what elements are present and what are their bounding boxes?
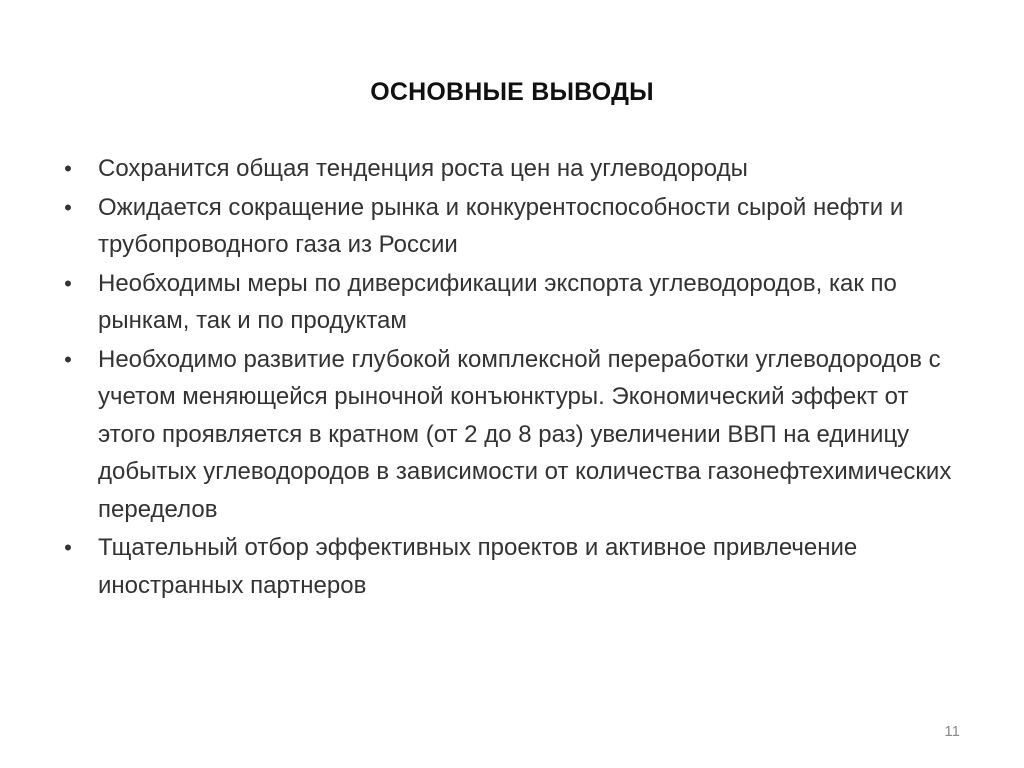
- bullet-marker: •: [64, 346, 72, 372]
- page-number: 11: [944, 723, 960, 740]
- bullet-marker: •: [64, 156, 72, 181]
- bullet-list: [58, 150, 968, 605]
- bullet-text: Ожидается сокращение рынка и конкурентоспособности сырой нефти и трубопроводного газа из России: [98, 193, 904, 258]
- bullet-text: Необходимы меры по диверсификации экспорта углеводородов, как по рынкам, так и по продуктам: [98, 269, 897, 334]
- bullet-marker: •: [64, 270, 72, 296]
- bullet-item: [58, 529, 968, 604]
- bullet-marker: •: [64, 194, 72, 220]
- bullet-item: [58, 265, 968, 340]
- bullet-marker: •: [64, 535, 72, 560]
- bullet-text: Необходимо развитие глубокой комплексной переработки углеводородов с учетом меняющейся рыночной конъюнктуры. Экономический эффект от этого проявляется в кратном (от 2 до 8 раз) увеличении ВВП на единицу добытых углеводородов в зависимости от количества газонефтехимических переделов: [98, 345, 952, 523]
- bullet-item: [58, 341, 968, 529]
- bullet-item: [58, 189, 968, 264]
- slide-title: ОСНОВНЫЕ ВЫВОДЫ: [370, 78, 654, 106]
- bullet-text: Тщательный отбор эффективных проектов и активное привлечение иностранных партнеров: [98, 534, 858, 599]
- bullet-item: [58, 150, 968, 188]
- bullet-text: Сохранится общая тенденция роста цен на углеводороды: [98, 155, 748, 182]
